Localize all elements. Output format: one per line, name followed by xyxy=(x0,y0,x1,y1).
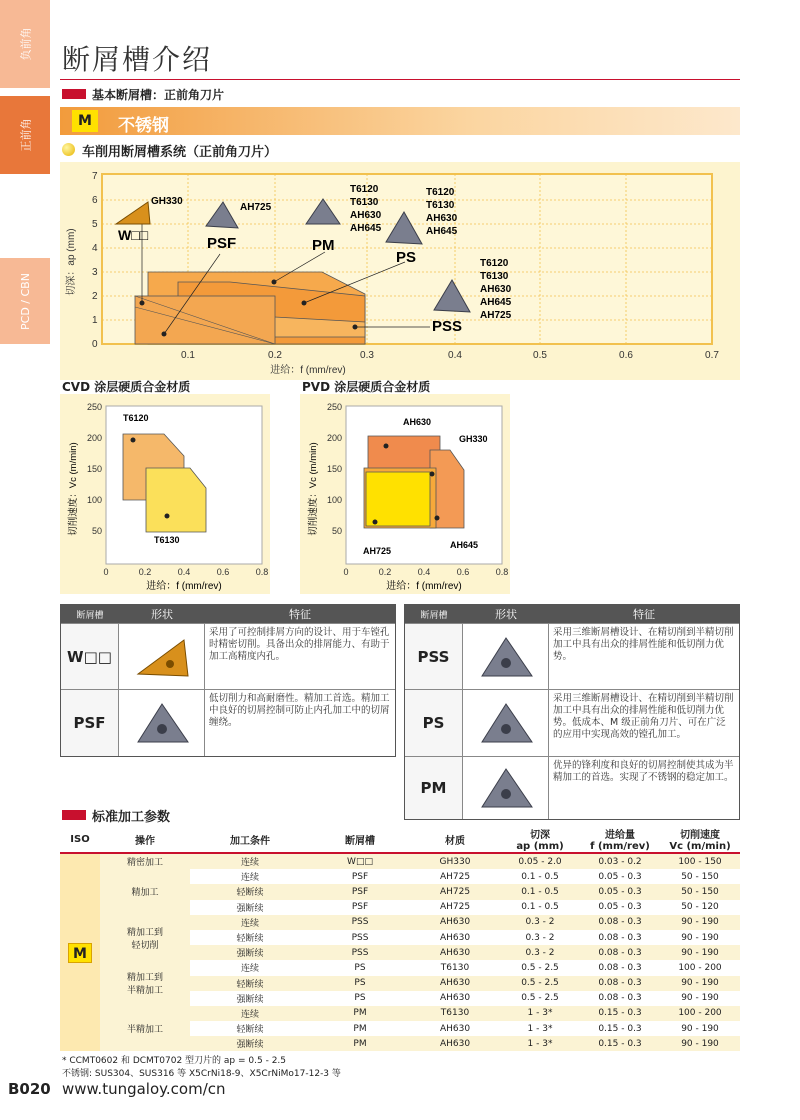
svg-text:0.1: 0.1 xyxy=(181,350,195,361)
bullet-icon xyxy=(62,143,75,156)
cvd-label-t6130: T6130 xyxy=(154,535,180,545)
condition-cell: 连续 xyxy=(190,1006,310,1021)
grade-cell: AH725 xyxy=(410,900,500,915)
iso-cell xyxy=(60,854,100,1051)
label-pss-grade: T6130 xyxy=(480,271,509,282)
insert-image xyxy=(463,690,549,756)
header-cell: 断屑槽 xyxy=(420,610,448,621)
header-depth xyxy=(500,826,580,852)
chipbreaker-cell: PS xyxy=(310,960,410,975)
svg-text:0.3: 0.3 xyxy=(360,350,374,361)
grade-cell: AH630 xyxy=(410,991,500,1006)
page-title: 断屑槽介绍 xyxy=(62,43,213,76)
svg-text:5: 5 xyxy=(92,219,98,230)
feed-cell: 0.08 - 0.3 xyxy=(580,930,660,945)
header-grade: 材质 xyxy=(445,835,465,847)
grade-cell: AH630 xyxy=(410,930,500,945)
header-speed-unit: Vc (m/min) xyxy=(669,841,731,852)
header-speed xyxy=(660,826,740,852)
chipbreaker-cell: PS xyxy=(310,976,410,991)
feed-cell: 0.15 - 0.3 xyxy=(580,1021,660,1036)
condition-cell: 轻断续 xyxy=(190,884,310,899)
pvd-label-ah725: AH725 xyxy=(363,546,392,556)
svg-text:3: 3 xyxy=(92,267,98,278)
footnote-1: * CCMT0602 和 DCMT0702 型刀片的 ap = 0.5 - 2.5 xyxy=(62,1056,287,1066)
svg-text:0.4: 0.4 xyxy=(177,567,191,577)
operation-cell: 精加工 xyxy=(100,869,190,915)
side-tab-negative[interactable] xyxy=(0,0,50,88)
section-heading: 基本断屑槽：正前角刀片 xyxy=(92,88,225,102)
label-psf-grade: AH725 xyxy=(240,202,272,213)
condition-cell: 连续 xyxy=(190,869,310,884)
label-pss-grade: AH725 xyxy=(480,310,512,321)
condition-cell: 连续 xyxy=(190,915,310,930)
svg-text:0: 0 xyxy=(343,567,349,577)
svg-text:150: 150 xyxy=(326,464,342,474)
pvd-title: PVD 涂层硬质合金材质 xyxy=(302,380,431,394)
speed-cell: 90 - 190 xyxy=(660,991,740,1006)
side-tab-label: PCD / CBN xyxy=(18,272,32,330)
insert-image xyxy=(463,624,549,689)
param-row xyxy=(60,1006,740,1021)
chipbreaker-name: W□□ xyxy=(61,624,119,689)
chipbreaker-name: PS xyxy=(405,690,463,756)
depth-cell: 0.3 - 2 xyxy=(500,915,580,930)
svg-text:100: 100 xyxy=(86,495,102,505)
feature-table-header xyxy=(61,605,395,623)
ah725-area xyxy=(366,472,430,526)
feature-text: 低切削力和高耐磨性。精加工首选。精加工中良好的切屑控制可防止内孔加工中的切屑缠绕。 xyxy=(209,693,390,728)
feed-cell: 0.05 - 0.3 xyxy=(580,869,660,884)
svg-text:200: 200 xyxy=(326,433,342,443)
header-chipbreaker: 断屑槽 xyxy=(345,835,375,847)
y-axis-label: 切深：ap (mm) xyxy=(66,228,77,296)
website-link[interactable]: www.tungaloy.com/cn xyxy=(62,1080,226,1098)
svg-text:0: 0 xyxy=(103,567,109,577)
cvd-title: CVD 涂层硬质合金材质 xyxy=(62,380,191,394)
side-tab-label: 正前角 xyxy=(19,118,32,152)
label-pm-grade: AH630 xyxy=(350,210,382,221)
svg-text:0.2: 0.2 xyxy=(378,567,392,577)
cvd-chart-svg xyxy=(60,394,270,594)
svg-text:50: 50 xyxy=(91,526,102,536)
chipbreaker-cell: PM xyxy=(310,1036,410,1051)
svg-text:0: 0 xyxy=(92,339,98,350)
label-ps-grade: AH630 xyxy=(426,213,458,224)
param-row xyxy=(60,869,740,884)
insert-pm-icon xyxy=(476,765,536,811)
material-code: M xyxy=(72,110,98,132)
condition-cell: 强断续 xyxy=(190,945,310,960)
header-cell: 断屑槽 xyxy=(76,610,104,621)
label-psf: PSF xyxy=(207,235,237,252)
main-chart xyxy=(60,162,740,380)
svg-text:0.2: 0.2 xyxy=(138,567,152,577)
grade-cell: AH630 xyxy=(410,976,500,991)
feed-cell: 0.15 - 0.3 xyxy=(580,1036,660,1051)
insert-w-icon xyxy=(132,634,192,680)
svg-text:6: 6 xyxy=(92,195,98,206)
param-header-row xyxy=(60,826,740,852)
depth-cell: 1 - 3* xyxy=(500,1006,580,1021)
condition-cell: 强断续 xyxy=(190,991,310,1006)
speed-cell: 50 - 120 xyxy=(660,900,740,915)
svg-text:0.4: 0.4 xyxy=(448,350,462,361)
param-table-grid xyxy=(60,826,740,1051)
svg-text:2: 2 xyxy=(92,291,98,302)
condition-cell: 强断续 xyxy=(190,1036,310,1051)
svg-text:7: 7 xyxy=(92,171,98,182)
grade-cell: AH630 xyxy=(410,1036,500,1051)
section-marker xyxy=(62,810,86,820)
label-w-grade: GH330 xyxy=(151,196,183,207)
svg-text:1: 1 xyxy=(92,315,98,326)
svg-text:0.8: 0.8 xyxy=(495,567,509,577)
label-w: W□□ xyxy=(118,227,149,243)
label-ps-grade: AH645 xyxy=(426,226,458,237)
label-ps-grade: T6130 xyxy=(426,200,455,211)
side-tab-label: 负前角 xyxy=(19,27,32,61)
feature-table-right xyxy=(404,604,740,820)
chipbreaker-cell: PSS xyxy=(310,930,410,945)
svg-text:100: 100 xyxy=(326,495,342,505)
x-axis-label: 进给：f (mm/rev) xyxy=(386,581,462,592)
header-speed-label: 切削速度 xyxy=(680,830,720,841)
header-depth-unit: ap (mm) xyxy=(516,841,564,852)
insert-image xyxy=(119,624,205,689)
header-iso: ISO xyxy=(70,833,90,845)
feed-cell: 0.08 - 0.3 xyxy=(580,976,660,991)
chipbreaker-cell: PSF xyxy=(310,884,410,899)
feature-row xyxy=(405,689,739,756)
label-pm-grade: T6130 xyxy=(350,197,379,208)
svg-text:250: 250 xyxy=(86,402,102,412)
chipbreaker-name: PSF xyxy=(61,690,119,756)
insert-image xyxy=(119,690,205,756)
operation-cell: 半精加工 xyxy=(100,1006,190,1052)
condition-cell: 强断续 xyxy=(190,900,310,915)
label-pss-grade: AH645 xyxy=(480,297,512,308)
feature-table-left xyxy=(60,604,396,757)
svg-text:50: 50 xyxy=(331,526,342,536)
cvd-label-t6120: T6120 xyxy=(123,413,149,423)
y-axis-ticks xyxy=(92,171,98,350)
depth-cell: 0.5 - 2.5 xyxy=(500,976,580,991)
speed-cell: 90 - 190 xyxy=(660,1036,740,1051)
y-axis-ticks xyxy=(327,402,342,536)
pvd-label-gh330: GH330 xyxy=(459,434,488,444)
depth-cell: 0.5 - 2.5 xyxy=(500,991,580,1006)
feed-cell: 0.08 - 0.3 xyxy=(580,991,660,1006)
header-depth-label: 切深 xyxy=(530,830,550,841)
header-cell: 特征 xyxy=(289,608,311,621)
svg-text:150: 150 xyxy=(86,464,102,474)
chipbreaker-cell: PSF xyxy=(310,869,410,884)
header-feed-label: 进给量 xyxy=(605,830,635,841)
operation-cell: 精加工到 轻切削 xyxy=(100,915,190,961)
chipbreaker-name: PM xyxy=(405,757,463,819)
pvd-chart xyxy=(300,394,510,594)
feature-text: 采用了可控制排屑方向的设计、用于车镗孔时精密切削。具备出众的排屑能力、有助于加工高精度内孔。 xyxy=(209,627,390,662)
svg-text:0.2: 0.2 xyxy=(268,350,282,361)
feature-row xyxy=(61,689,395,756)
condition-cell: 连续 xyxy=(190,854,310,869)
pvd-label-ah630: AH630 xyxy=(403,417,432,427)
section-marker xyxy=(62,89,86,99)
param-row xyxy=(60,854,740,869)
grade-cell: AH725 xyxy=(410,884,500,899)
label-pm-grade: AH645 xyxy=(350,223,382,234)
chain-chart-svg xyxy=(60,162,740,380)
feed-cell: 0.08 - 0.3 xyxy=(580,960,660,975)
x-axis-ticks xyxy=(181,350,719,361)
condition-cell: 连续 xyxy=(190,960,310,975)
feature-text: 优异的锋利度和良好的切屑控制使其成为半精加工的首选。实现了不锈钢的稳定加工。 xyxy=(553,760,734,783)
svg-text:0.6: 0.6 xyxy=(619,350,633,361)
speed-cell: 100 - 200 xyxy=(660,1006,740,1021)
depth-cell: 1 - 3* xyxy=(500,1036,580,1051)
insert-psf-icon xyxy=(132,700,192,746)
param-table xyxy=(60,826,740,1051)
svg-text:200: 200 xyxy=(86,433,102,443)
header-cell: 特征 xyxy=(633,608,655,621)
insert-pss-icon xyxy=(476,634,536,680)
depth-cell: 0.3 - 2 xyxy=(500,930,580,945)
chipbreaker-cell: PS xyxy=(310,991,410,1006)
pvd-label-ah645: AH645 xyxy=(450,540,479,550)
speed-cell: 100 - 200 xyxy=(660,960,740,975)
chart-subtitle: 车削用断屑槽系统（正前角刀片） xyxy=(82,145,278,160)
feature-row xyxy=(61,623,395,689)
speed-cell: 50 - 150 xyxy=(660,884,740,899)
svg-text:250: 250 xyxy=(326,402,342,412)
x-axis-ticks xyxy=(343,567,508,577)
svg-text:0.6: 0.6 xyxy=(216,567,230,577)
svg-text:0.4: 0.4 xyxy=(417,567,431,577)
cvd-chart xyxy=(60,394,270,594)
svg-text:4: 4 xyxy=(92,243,98,254)
grade-cell: AH630 xyxy=(410,915,500,930)
feature-row xyxy=(405,623,739,689)
feature-row xyxy=(405,756,739,819)
label-pss-grade: AH630 xyxy=(480,284,512,295)
side-tab-pcd[interactable] xyxy=(0,258,50,344)
depth-cell: 0.3 - 2 xyxy=(500,945,580,960)
depth-cell: 0.05 - 2.0 xyxy=(500,854,580,869)
speed-cell: 90 - 190 xyxy=(660,1021,740,1036)
x-axis-label: 进给：f (mm/rev) xyxy=(146,581,222,592)
header-cell: 形状 xyxy=(495,608,517,621)
feed-cell: 0.05 - 0.3 xyxy=(580,884,660,899)
speed-cell: 90 - 190 xyxy=(660,945,740,960)
param-table-body xyxy=(60,854,740,1051)
label-ps: PS xyxy=(396,249,417,266)
pvd-chart-svg xyxy=(300,394,510,594)
chipbreaker-cell: PM xyxy=(310,1006,410,1021)
footnote-2: 不锈钢: SUS304、SUS316 等 X5CrNi18-9、X5CrNiMo17-12-3 等 xyxy=(62,1069,341,1079)
grade-cell: T6130 xyxy=(410,960,500,975)
page-number: B020 xyxy=(8,1080,51,1098)
header-feed xyxy=(580,826,660,852)
operation-cell: 精加工到 半精加工 xyxy=(100,960,190,1006)
speed-cell: 50 - 150 xyxy=(660,869,740,884)
x-axis-ticks xyxy=(103,567,268,577)
label-pm-grade: T6120 xyxy=(350,184,379,195)
chipbreaker-cell: PM xyxy=(310,1021,410,1036)
feed-cell: 0.08 - 0.3 xyxy=(580,945,660,960)
feed-cell: 0.08 - 0.3 xyxy=(580,915,660,930)
y-axis-label: 切削速度：Vc (m/min) xyxy=(68,442,79,536)
feed-cell: 0.05 - 0.3 xyxy=(580,900,660,915)
chipbreaker-cell: PSS xyxy=(310,945,410,960)
chipbreaker-name: PSS xyxy=(405,624,463,689)
condition-cell: 轻断续 xyxy=(190,930,310,945)
feature-table-header xyxy=(405,605,739,623)
speed-cell: 90 - 190 xyxy=(660,930,740,945)
t6130-area xyxy=(146,468,206,532)
depth-cell: 0.5 - 2.5 xyxy=(500,960,580,975)
condition-cell: 轻断续 xyxy=(190,976,310,991)
feature-text: 采用三维断屑槽设计、在精切削到半精切削加工中具有出众的排屑性能和低切削力优势。 xyxy=(553,627,734,662)
param-row xyxy=(60,915,740,930)
y-axis-label: 切削速度：Vc (m/min) xyxy=(308,442,319,536)
depth-cell: 0.1 - 0.5 xyxy=(500,900,580,915)
insert-ps-icon xyxy=(476,700,536,746)
y-axis-ticks xyxy=(87,402,102,536)
chipbreaker-cell: PSF xyxy=(310,900,410,915)
svg-text:0.6: 0.6 xyxy=(456,567,470,577)
material-name: 不锈钢 xyxy=(118,116,169,136)
label-pm: PM xyxy=(312,237,335,254)
header-operation: 操作 xyxy=(135,835,155,847)
depth-cell: 1 - 3* xyxy=(500,1021,580,1036)
feature-text: 采用三维断屑槽设计、在精切削到半精切削加工中具有出众的排屑性能和低切削力优势。低成本、M 级正前角刀片、可在广泛的应用中实现高效的镗孔加工。 xyxy=(553,693,734,740)
speed-cell: 100 - 150 xyxy=(660,854,740,869)
chipbreaker-cell: W□□ xyxy=(310,854,410,869)
header-condition: 加工条件 xyxy=(230,835,270,847)
chipbreaker-cell: PSS xyxy=(310,915,410,930)
header-feed-unit: f (mm/rev) xyxy=(590,841,650,852)
speed-cell: 90 - 190 xyxy=(660,915,740,930)
grade-cell: AH725 xyxy=(410,869,500,884)
speed-cell: 90 - 190 xyxy=(660,976,740,991)
label-pss: PSS xyxy=(432,318,463,335)
condition-cell: 轻断续 xyxy=(190,1021,310,1036)
operation-cell: 精密加工 xyxy=(100,854,190,869)
feed-cell: 0.03 - 0.2 xyxy=(580,854,660,869)
depth-cell: 0.1 - 0.5 xyxy=(500,869,580,884)
iso-badge: M xyxy=(68,943,92,963)
header-cell: 形状 xyxy=(151,608,173,621)
insert-image xyxy=(463,757,549,819)
label-pss-grade: T6120 xyxy=(480,258,509,269)
section-heading: 标准加工参数 xyxy=(92,810,171,825)
grade-cell: GH330 xyxy=(410,854,500,869)
param-row xyxy=(60,960,740,975)
svg-text:0.5: 0.5 xyxy=(533,350,547,361)
svg-text:0.7: 0.7 xyxy=(705,350,719,361)
x-axis-label: 进给：f (mm/rev) xyxy=(270,365,346,376)
feed-cell: 0.15 - 0.3 xyxy=(580,1006,660,1021)
grade-cell: T6130 xyxy=(410,1006,500,1021)
grade-cell: AH630 xyxy=(410,945,500,960)
svg-text:0.8: 0.8 xyxy=(255,567,269,577)
label-ps-grade: T6120 xyxy=(426,187,455,198)
title-rule xyxy=(60,79,740,80)
grade-cell: AH630 xyxy=(410,1021,500,1036)
depth-cell: 0.1 - 0.5 xyxy=(500,884,580,899)
side-tab-positive[interactable] xyxy=(0,96,50,174)
